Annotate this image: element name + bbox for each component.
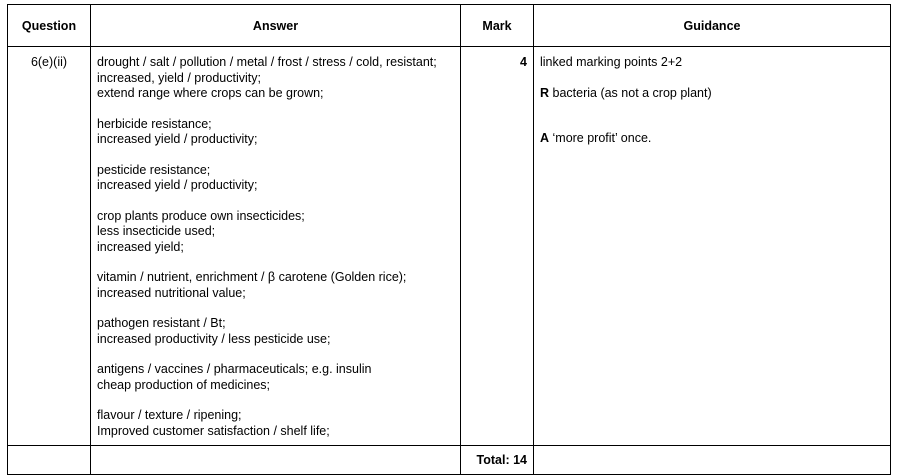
- empty-cell: [8, 446, 91, 475]
- answer-line: pathogen resistant / Bt;: [97, 316, 226, 330]
- answer-group: [97, 362, 454, 393]
- answer-line: herbicide resistance;: [97, 116, 212, 131]
- answer-line: Improved customer satisfaction / shelf life;: [97, 423, 330, 438]
- answer-group: [97, 408, 454, 439]
- answer-line: increased nutritional value;: [97, 285, 246, 300]
- accept-label: A: [540, 131, 550, 145]
- guidance-reject: [540, 86, 884, 102]
- answer-line: increased yield / productivity;: [97, 178, 258, 192]
- answer-line: cheap production of medicines;: [97, 377, 271, 392]
- answer-line: increased yield / productivity;: [97, 132, 258, 146]
- empty-cell: [91, 446, 461, 475]
- answer-line: vitamin / nutrient, enrichment / β carotene (Golden rice);: [97, 270, 407, 284]
- answer-group: [97, 163, 454, 194]
- answer-line: increased productivity / less pesticide use;: [97, 331, 331, 346]
- accept-text: ‘more profit’ once.: [549, 131, 652, 145]
- mark-scheme-table: [7, 4, 891, 475]
- header-mark: Mark: [461, 5, 534, 47]
- answer-line: antigens / vaccines / pharmaceuticals; e.g. insulin: [97, 362, 372, 376]
- answer-group: [97, 55, 454, 102]
- answer-group: [97, 316, 454, 347]
- answer-cell: [91, 47, 461, 446]
- empty-cell: [534, 446, 891, 475]
- reject-text: bacteria (as not a crop plant): [549, 85, 712, 100]
- answer-line: extend range where crops can be grown;: [97, 86, 324, 100]
- answer-group: [97, 117, 454, 148]
- guidance-cell: [534, 47, 891, 446]
- header-row: [8, 5, 891, 47]
- answer-line: less insecticide used;: [97, 224, 216, 238]
- table-row: [8, 47, 891, 446]
- answer-group: [97, 209, 454, 256]
- answer-line: drought / salt / pollution / metal / frost / stress / cold, resistant;: [97, 55, 437, 69]
- answer-group: [97, 270, 454, 301]
- total-mark: Total: 14: [461, 446, 534, 475]
- answer-line: crop plants produce own insecticides;: [97, 208, 305, 223]
- header-guidance: Guidance: [534, 5, 891, 47]
- answer-line: pesticide resistance;: [97, 162, 211, 177]
- mark-value: 4: [461, 47, 534, 446]
- guidance-line: linked marking points 2+2: [540, 55, 683, 69]
- header-question: Question: [8, 5, 91, 47]
- total-row: [8, 446, 891, 475]
- reject-label: R: [540, 85, 550, 100]
- header-answer: Answer: [91, 5, 461, 47]
- answer-line: increased yield;: [97, 239, 184, 254]
- guidance-accept: [540, 131, 884, 147]
- answer-list: [97, 55, 454, 439]
- answer-line: flavour / texture / ripening;: [97, 408, 242, 422]
- question-number: 6(e)(ii): [8, 47, 91, 446]
- answer-line: increased, yield / productivity;: [97, 70, 261, 85]
